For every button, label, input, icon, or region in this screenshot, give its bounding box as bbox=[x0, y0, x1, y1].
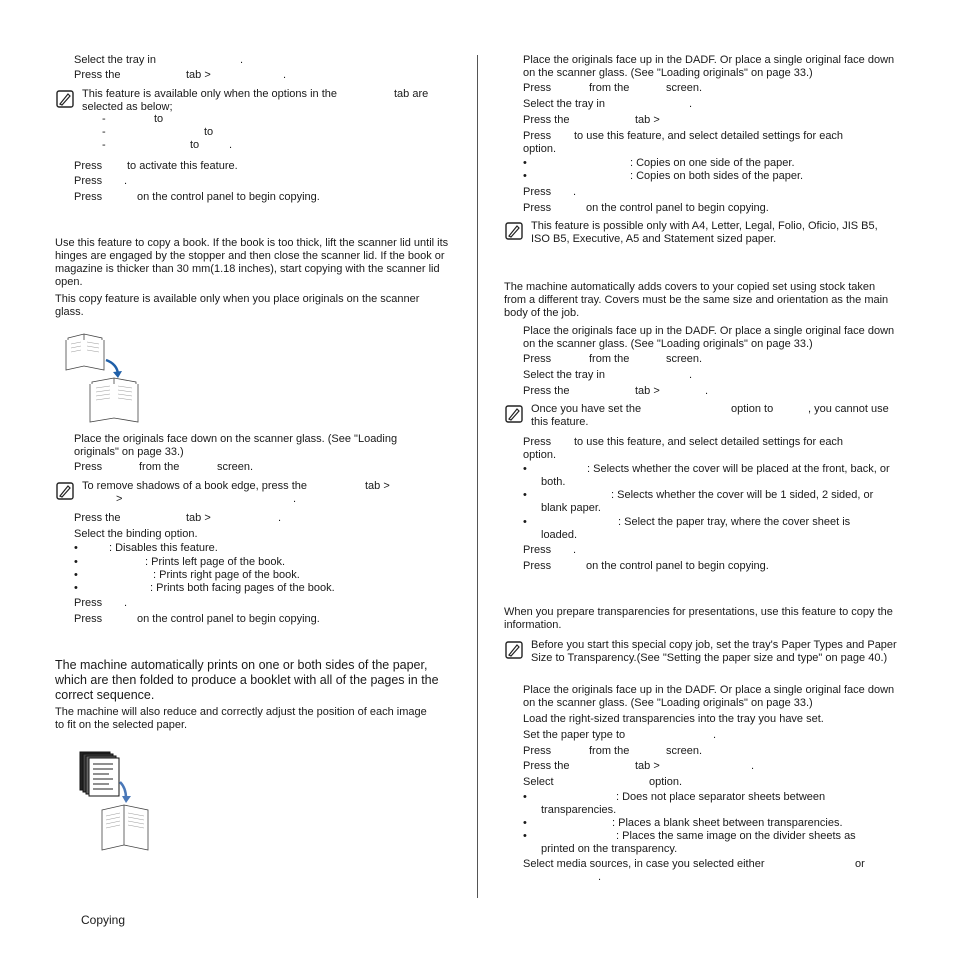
text: Press bbox=[523, 186, 552, 198]
text: : Places the same image on the divider sheets as printed on the transparency. bbox=[541, 830, 856, 855]
text: : Selects whether the cover will be placed at the front, back, or both. bbox=[541, 463, 890, 488]
text: : Places a blank sheet between transparencies. bbox=[612, 817, 843, 829]
book-intro: Use this feature to copy a book. If the book is too thick, lift the scanner lid until its hinges are engaged by the stopper and then close the scanner lid. If the book or magazine is thicker than 30 mm(1.18 inches), start copying with the scanner lid open. bbox=[55, 237, 449, 288]
text: on the control panel to begin copying. bbox=[586, 560, 769, 572]
text: tab > bbox=[186, 512, 211, 524]
text: Press bbox=[74, 191, 103, 203]
page-footer: Copying bbox=[81, 913, 126, 927]
booklet-intro-2: The machine will also reduce and correctly adjust the position of each image to fit on the selected paper. bbox=[55, 706, 427, 731]
note-icon bbox=[505, 405, 523, 423]
text: . bbox=[278, 512, 282, 524]
text: tab > bbox=[635, 114, 660, 126]
text: Press bbox=[523, 82, 552, 94]
text: Press bbox=[74, 461, 103, 473]
text: screen. bbox=[217, 461, 254, 473]
text: : Disables this feature. bbox=[109, 542, 218, 554]
text: on the control panel to begin copying. bbox=[137, 191, 320, 203]
text: : Select the paper tray, where the cover sheet is loaded. bbox=[541, 516, 851, 541]
bullet: • bbox=[74, 582, 78, 594]
covers-step-1: Place the originals face up in the DADF. Or place a single original face down on the scanner glass. (See "Loading originals" on page 33.) bbox=[523, 325, 895, 350]
text: . bbox=[573, 186, 577, 198]
text: Select the binding option. bbox=[74, 528, 198, 540]
text: . bbox=[124, 175, 128, 187]
text: option. bbox=[649, 776, 683, 788]
text: tab > bbox=[186, 69, 211, 81]
text: to bbox=[154, 113, 164, 125]
text: . bbox=[689, 98, 693, 110]
text: screen. bbox=[666, 82, 703, 94]
text: on the control panel to begin copying. bbox=[586, 202, 769, 214]
note-text: Once you have set the bbox=[531, 403, 642, 415]
text: . bbox=[240, 54, 244, 66]
covers-intro: The machine automatically adds covers to your copied set using stock taken from a different tray. Covers must be the same size and orientation as the main body of the job. bbox=[504, 281, 889, 319]
text: Press bbox=[74, 160, 103, 172]
text: Press bbox=[523, 560, 552, 572]
text: from the bbox=[589, 82, 630, 94]
bullet: • bbox=[74, 569, 78, 581]
text: : Selects whether the cover will be 1 sided, 2 sided, or blank paper. bbox=[541, 489, 874, 514]
bullet: • bbox=[523, 817, 527, 829]
dash: - bbox=[102, 126, 106, 138]
note-text: To remove shadows of a book edge, press the bbox=[82, 480, 308, 492]
text: . bbox=[689, 369, 693, 381]
text: : Copies on both sides of the paper. bbox=[630, 170, 804, 182]
text: Select media sources, in case you selected either bbox=[523, 858, 765, 870]
bullet: • bbox=[523, 516, 527, 528]
bullet: • bbox=[523, 791, 527, 803]
note-text: . bbox=[293, 493, 297, 505]
bullet: • bbox=[74, 542, 78, 554]
text: . bbox=[751, 760, 755, 772]
text: from the bbox=[139, 461, 180, 473]
booklet-step-1: Place the originals face up in the DADF. Or place a single original face down on the scanner glass. (See "Loading originals" on page 33.) bbox=[523, 54, 895, 79]
text: screen. bbox=[666, 353, 703, 365]
bullet: • bbox=[523, 463, 527, 475]
text: Select the tray in bbox=[523, 369, 605, 381]
bullet: • bbox=[523, 157, 527, 169]
text: . bbox=[229, 139, 233, 151]
text: : Prints both facing pages of the book. bbox=[150, 582, 335, 594]
bullet: • bbox=[74, 556, 78, 568]
text: Press bbox=[523, 353, 552, 365]
text: Select bbox=[523, 776, 554, 788]
transparency-intro: When you prepare transparencies for presentations, use this feature to copy the information. bbox=[504, 606, 893, 631]
text: on the control panel to begin copying. bbox=[137, 613, 320, 625]
text: Press bbox=[74, 613, 103, 625]
bullet: • bbox=[523, 489, 527, 501]
note-icon bbox=[505, 222, 523, 240]
book-copy-illustration bbox=[62, 330, 142, 425]
text: . bbox=[598, 871, 602, 883]
note-text: , you cannot use bbox=[808, 403, 889, 415]
text: Press the bbox=[523, 385, 570, 397]
text: . bbox=[283, 69, 287, 81]
text: screen. bbox=[666, 745, 703, 757]
text: to use this feature, and select detailed settings for each option. bbox=[523, 436, 844, 461]
text: Press bbox=[74, 597, 103, 609]
text: . bbox=[713, 729, 717, 741]
text: Press bbox=[523, 745, 552, 757]
bullet: • bbox=[523, 170, 527, 182]
text: from the bbox=[589, 745, 630, 757]
transparency-step-1: Place the originals face up in the DADF. Or place a single original face down on the scanner glass. (See "Loading originals" on page 33.) bbox=[523, 684, 895, 709]
text: Set the paper type to bbox=[523, 729, 626, 741]
text: to activate this feature. bbox=[127, 160, 238, 172]
note-icon bbox=[56, 482, 74, 500]
note-icon bbox=[56, 90, 74, 108]
text: or bbox=[855, 858, 865, 870]
text: to bbox=[204, 126, 214, 138]
note-text: This feature is available only when the options in the bbox=[82, 88, 337, 100]
text: Select the tray in bbox=[523, 98, 605, 110]
note-text: option to bbox=[731, 403, 774, 415]
bullet: • bbox=[523, 830, 527, 842]
text: Press bbox=[74, 175, 103, 187]
text: Press bbox=[523, 436, 552, 448]
text: : Prints right page of the book. bbox=[153, 569, 300, 581]
note-text: selected as below; bbox=[82, 101, 173, 113]
note-text: > bbox=[116, 493, 123, 505]
transparency-note: Before you start this special copy job, set the tray's Paper Types and Paper Size to Transparency.(See "Setting the paper size and type" on page 40.) bbox=[531, 639, 897, 664]
note-text: tab > bbox=[365, 480, 390, 492]
text: Press the bbox=[523, 760, 570, 772]
text: tab > bbox=[635, 760, 660, 772]
text: to bbox=[190, 139, 200, 151]
text: from the bbox=[589, 353, 630, 365]
text: tab > bbox=[635, 385, 660, 397]
dash: - bbox=[102, 113, 106, 125]
column-divider bbox=[477, 55, 478, 898]
note-text: tab are bbox=[394, 88, 429, 100]
note-icon bbox=[505, 641, 523, 659]
text: Press the bbox=[523, 114, 570, 126]
text: Press bbox=[523, 202, 552, 214]
text: . bbox=[124, 597, 128, 609]
text: . bbox=[573, 544, 577, 556]
text: Press bbox=[523, 130, 552, 142]
booklet-note: This feature is possible only with A4, Letter, Legal, Folio, Oficio, JIS B5, ISO B5, Executive, A5 and Statement sized paper. bbox=[531, 220, 878, 245]
note-text: this feature. bbox=[531, 416, 589, 428]
book-intro-2: This copy feature is available only when you place originals on the scanner glass. bbox=[55, 293, 420, 318]
text: Press bbox=[523, 544, 552, 556]
booklet-illustration bbox=[76, 750, 156, 855]
text: Press the bbox=[74, 512, 121, 524]
text: : Copies on one side of the paper. bbox=[630, 157, 795, 169]
dash: - bbox=[102, 139, 106, 151]
text: Load the right-sized transparencies into the tray you have set. bbox=[523, 713, 824, 725]
text: to use this feature, and select detailed settings for each option. bbox=[523, 130, 844, 155]
text: : Does not place separator sheets between transparencies. bbox=[541, 791, 826, 816]
book-step-1: Place the originals face down on the scanner glass. (See "Loading originals" on page 33.) bbox=[74, 433, 398, 458]
text: . bbox=[705, 385, 709, 397]
text: Select the tray in bbox=[74, 54, 156, 66]
booklet-intro: The machine automatically prints on one or both sides of the paper, which are then folded to produce a booklet with all of the pages in the correct sequence. bbox=[55, 658, 439, 702]
text: Press the bbox=[74, 69, 121, 81]
text: : Prints left page of the book. bbox=[145, 556, 286, 568]
